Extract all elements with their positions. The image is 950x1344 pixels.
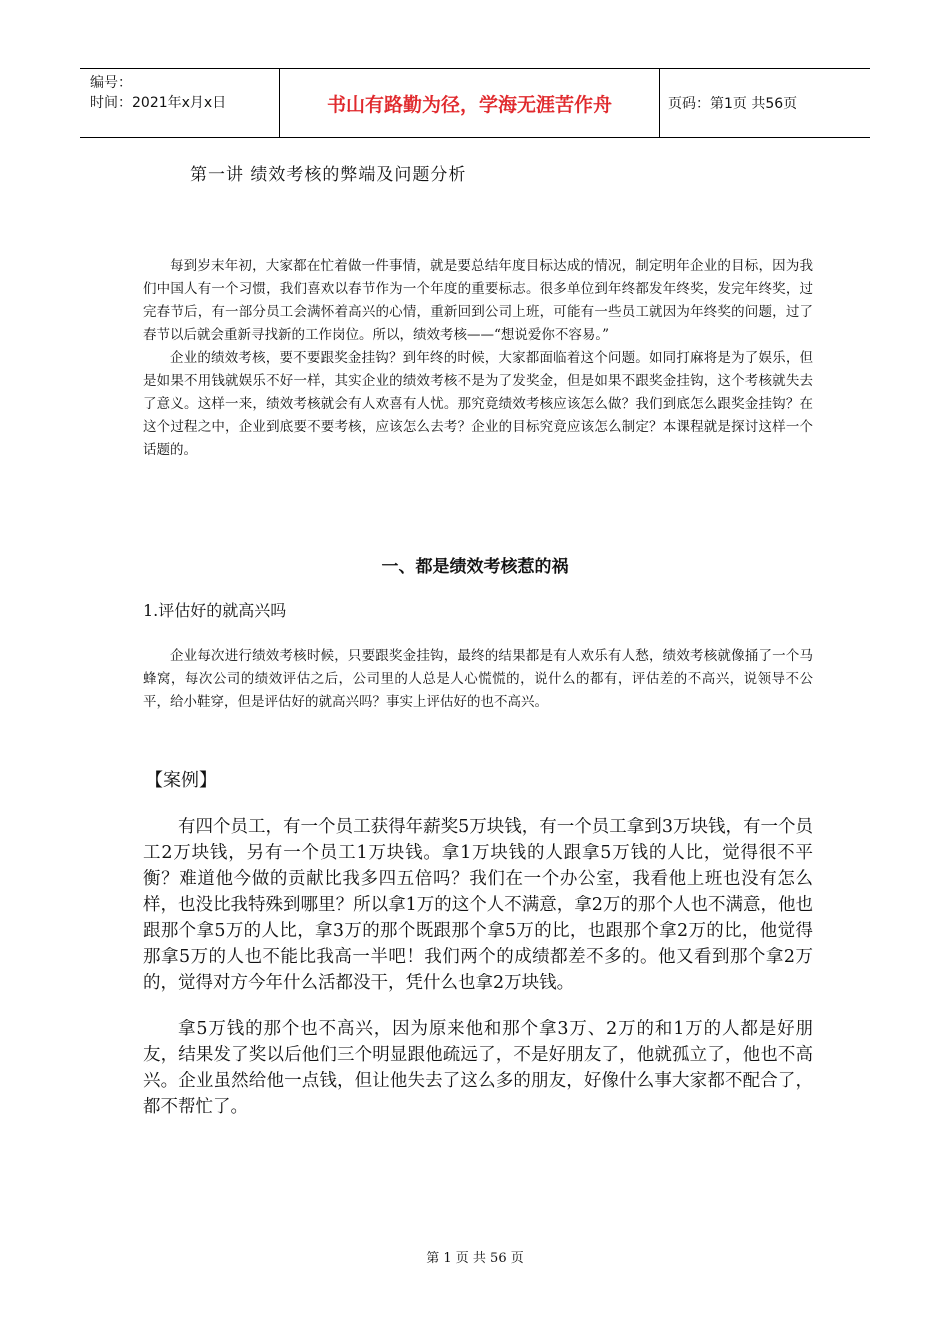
intro-paragraph-2: 企业的绩效考核，要不要跟奖金挂钩？到年终的时候，大家都面临着这个问题。如同打麻将是为了娱乐，但是如果不用钱就娱乐不好一样，其实企业的绩效考核不是为了发奖金，但是如果不跟奖金挂钩，这个考核就失去了意义。这样一来，绩效考核就会有人欢喜有人忧。那究竟绩效考核应该怎么做？我们到底怎么跟奖金挂钩？在这个过程之中，企业到底要不要考核，应该怎么去考？企业的目标究竟应该怎么制定？本课程就是探讨这样一个话题的。 xyxy=(143,350,813,458)
intro-section xyxy=(143,255,813,462)
header-table xyxy=(80,68,870,138)
case-paragraph-1: 有四个员工，有一个员工获得年薪奖5万块钱，有一个员工拿到3万块钱，有一个员工2万块钱，另有一个员工1万块钱。拿1万块钱的人跟拿5万钱的人比，觉得很不平衡？难道他今做的贡献比我多四五倍吗？我们在一个办公室，我看他上班也没有怎么样，也没比我特殊到哪里？所以拿1万的这个人不满意，拿2万的那个人也不满意，他也跟那个拿5万的人比，拿3万的那个既跟那个拿5万的比，也跟那个拿2万的比，他觉得那拿5万的人也不能比我高一半吧！我们两个的成绩都差不多的。他又看到那个拿2万的，觉得对方今年什么活都没干，凭什么也拿2万块钱。 xyxy=(143,817,813,993)
header-page-info: 页码：第1页 共56页 xyxy=(668,96,798,112)
intro-paragraph-1: 每到岁末年初，大家都在忙着做一件事情，就是要总结年度目标达成的情况，制定明年企业的目标，因为我们中国人有一个习惯，我们喜欢以春节作为一个年度的重要标志。很多单位到年终都发年终奖，发完年终奖，过完春节后，有一部分员工会满怀着高兴的心情，重新回到公司上班，可能有一些员工就因为年终奖的问题，过了春节以后就会重新寻找新的工作岗位。所以，绩效考核——“想说爱你不容易。” xyxy=(143,258,813,343)
time-label: 时间：2021年x月x日 xyxy=(90,95,227,111)
page-footer: 第 1 页 共 56 页 xyxy=(426,1251,524,1266)
subsection-body xyxy=(143,645,813,714)
number-label: 编号： xyxy=(90,75,132,91)
subsection-title: 1.评估好的就高兴吗 xyxy=(143,601,287,620)
subsection-paragraph: 企业每次进行绩效考核时候，只要跟奖金挂钩，最终的结果都是有人欢乐有人愁，绩效考核就像捅了一个马蜂窝，每次公司的绩效评估之后，公司里的人总是人心慌慌的，说什么的都有，评估差的不高兴，说领导不公平，给小鞋穿，但是评估好的就高兴吗？事实上评估好的也不高兴。 xyxy=(143,648,813,710)
case-paragraph-2: 拿5万钱的那个也不高兴，因为原来他和那个拿3万、2万的和1万的人都是好朋友，结果发了奖以后他们三个明显跟他疏远了，不是好朋友了，他就孤立了，他也不高兴。企业虽然给他一点钱，但让他失去了这么多的朋友，好像什么事大家都不配合了，都不帮忙了。 xyxy=(143,1019,813,1117)
lecture-title: 第一讲 绩效考核的弊端及问题分析 xyxy=(190,165,467,185)
section-title: 一、都是绩效考核惹的祸 xyxy=(381,557,569,577)
case-section xyxy=(143,814,813,1120)
case-label: 【案例】 xyxy=(145,770,217,791)
header-motto: 书山有路勤为径，学海无涯苦作舟 xyxy=(280,69,660,137)
header-meta xyxy=(80,69,280,137)
